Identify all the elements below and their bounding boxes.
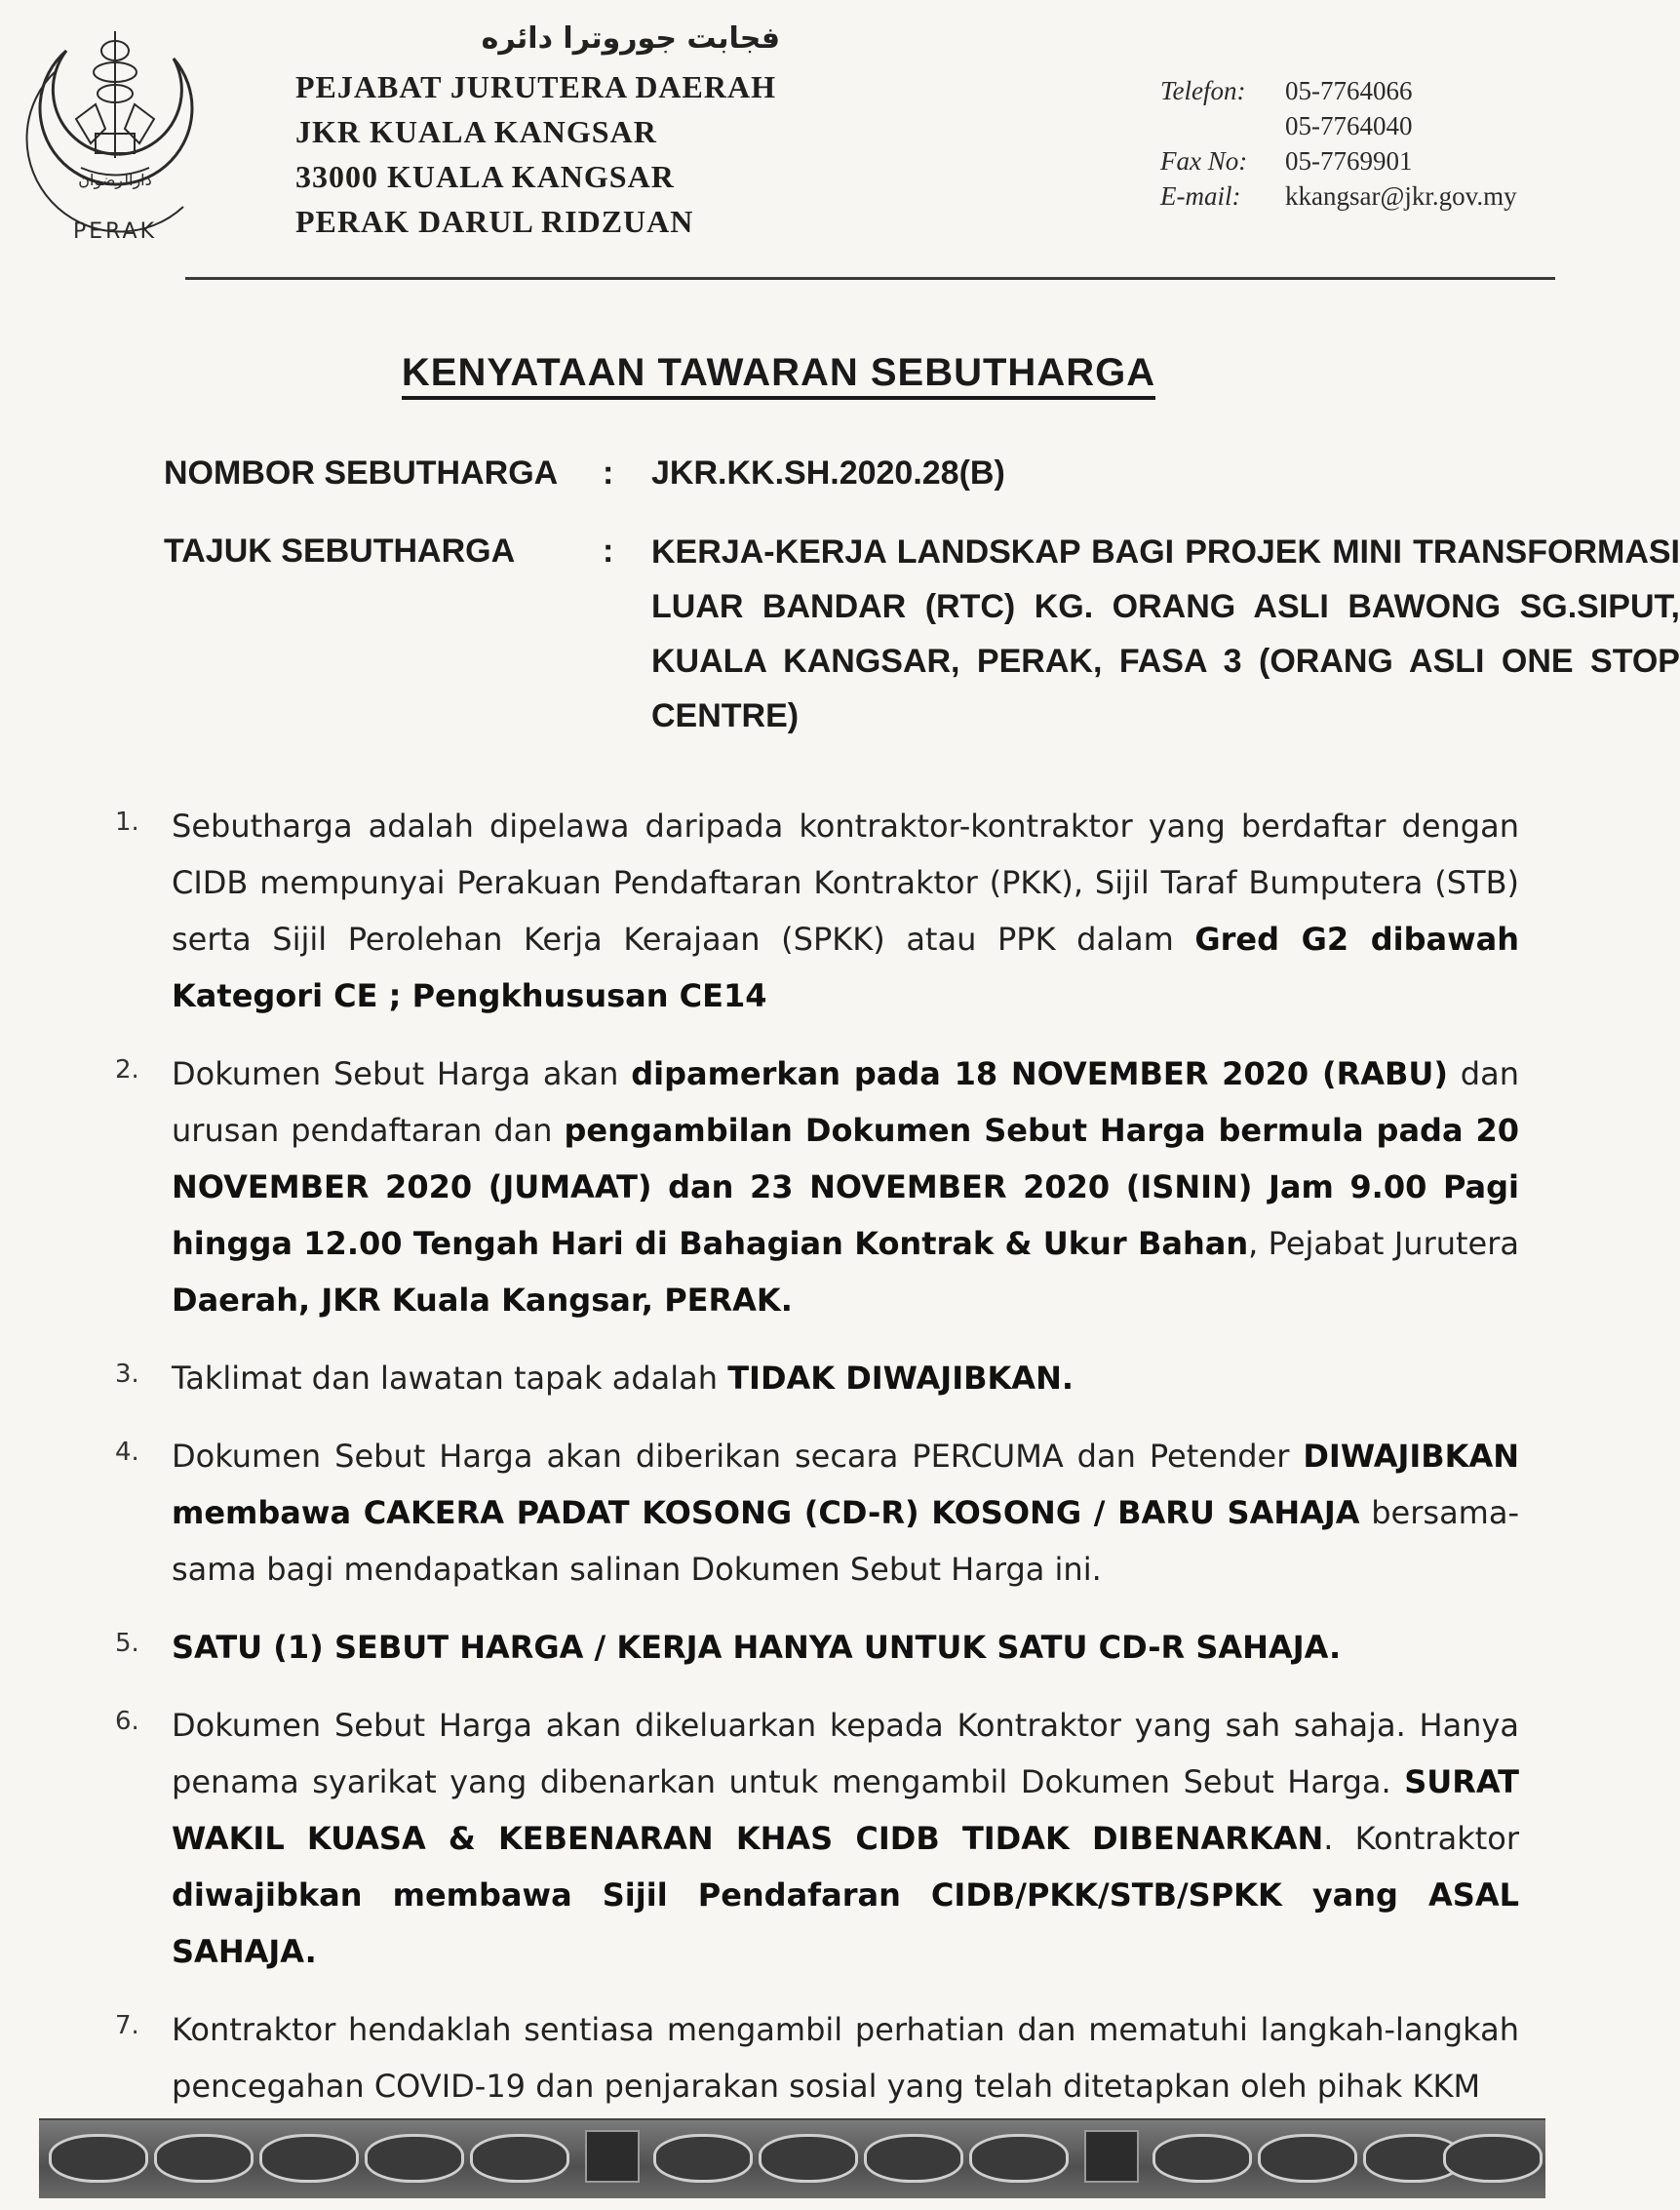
cert-logo-icon: [154, 2134, 254, 2183]
cert-logo-icon: [1258, 2134, 1357, 2183]
body-text: Taklimat dan lawatan tapak adalah: [172, 1360, 728, 1397]
body-text: Sebutharga adalah dipelawa daripada kontraktor-kontraktor yang berdaftar dengan CIDB mempunyai Perakuan Pendaftaran Kontraktor (PKK), Sijil Taraf Bumputera (STB) serta Sijil Perolehan Kerja Kerajaan (SPKK) atau PPK dalam: [172, 808, 1519, 958]
condition-number: 1.: [115, 808, 139, 837]
office-line-3: 33000 KUALA KANGSAR: [295, 159, 675, 194]
cert-logo-icon: [969, 2134, 1069, 2183]
condition-item: [115, 1619, 1519, 1676]
nombor-label: NOMBOR SEBUTHARGA: [164, 454, 559, 492]
nombor-colon: :: [603, 454, 614, 492]
emphasis-text: SURAT WAKIL KUASA & KEBENARAN KHAS CIDB TIDAK DIBENARKAN: [172, 1763, 1519, 1857]
body-text: bersama-sama bagi mendapatkan salinan Dokumen Sebut Harga ini.: [172, 1494, 1520, 1588]
conditions-list: [115, 798, 1519, 2136]
condition-item: [115, 1697, 1519, 1980]
condition-number: 3.: [115, 1360, 139, 1389]
body-text: Dokumen Sebut Harga akan diberikan secara PERCUMA dan Petender: [172, 1438, 1304, 1475]
telefon-label: Telefon:: [1160, 76, 1246, 105]
cert-logo-icon: [470, 2134, 569, 2183]
office-line-1: PEJABAT JURUTERA DAERAH: [295, 69, 776, 104]
body-text: . Kontraktor: [1323, 1820, 1519, 1857]
office-address: [295, 64, 776, 244]
telefon-1: 05-7764066: [1285, 76, 1413, 105]
tajuk-value: KERJA-KERJA LANDSKAP BAGI PROJEK MINI TRANSFORMASI LUAR BANDAR (RTC) KG. ORANG ASLI BAWONG SG.SIPUT, KUALA KANGSAR, PERAK, FASA 3 (ORANG ASLI ONE STOP CENTRE): [651, 533, 1680, 734]
tajuk-label: TAJUK SEBUTHARGA: [164, 533, 516, 570]
fax-label: Fax No:: [1160, 146, 1248, 176]
condition-item: [115, 1350, 1519, 1406]
header-divider: [185, 277, 1555, 280]
title-text: KENYATAAN TAWARAN SEBUTHARGA: [402, 351, 1155, 400]
condition-text: [172, 2001, 1519, 2114]
emphasis-text: Gred G2 dibawah Kategori CE ; Pengkhususan CE14: [172, 921, 1520, 1014]
cert-logo-icon: [1153, 2134, 1252, 2183]
fax-number: 05-7769901: [1285, 146, 1413, 176]
condition-number: 2.: [115, 1055, 139, 1085]
body-text: Kontraktor hendaklah sentiasa mengambil perhatian dan mematuhi langkah-langkah pencegahan COVID-19 dan penjarakan sosial yang telah ditetapkan oleh pihak KKM: [172, 2011, 1519, 2105]
email-address: kkangsar@jkr.gov.my: [1285, 181, 1517, 211]
condition-item: [115, 1428, 1519, 1598]
body-text: dan urusan pendaftaran dan: [172, 1055, 1520, 1149]
cert-logo-icon: [653, 2134, 753, 2183]
condition-text: [172, 1697, 1519, 1980]
condition-number: 4.: [115, 1438, 139, 1467]
emphasis-text: DIWAJIBKAN membawa CAKERA PADAT KOSONG (CD-R) KOSONG / BARU SAHAJA: [172, 1438, 1519, 1531]
page-title: [0, 351, 1557, 395]
crest-arabic: دارالرضوان: [78, 171, 152, 189]
condition-item: [115, 798, 1519, 1024]
cert-logo-icon: [1443, 2134, 1543, 2183]
cert-logo-icon: [864, 2134, 963, 2183]
body-text: Dokumen Sebut Harga akan dikeluarkan kepada Kontraktor yang sah sahaja. Hanya penama syarikat yang dibenarkan untuk mengambil Dokumen Sebut Harga.: [172, 1707, 1519, 1800]
office-name-arabic: فجابت جوروترا دائره: [481, 21, 780, 56]
cert-mark-icon: [1084, 2130, 1139, 2183]
emphasis-text: SATU (1) SEBUT HARGA / KERJA HANYA UNTUK SATU CD-R SAHAJA.: [172, 1629, 1342, 1666]
condition-text: [172, 1350, 1519, 1406]
emphasis-text: TIDAK DIWAJIBKAN.: [727, 1360, 1074, 1397]
cert-logo-icon: [49, 2134, 148, 2183]
condition-number: 6.: [115, 1707, 139, 1736]
nombor-value: JKR.KK.SH.2020.28(B): [651, 454, 1005, 492]
cert-logo-icon: [759, 2134, 858, 2183]
email-label: E-mail:: [1160, 181, 1241, 211]
condition-text: [172, 1046, 1519, 1328]
cert-logo-icon: [259, 2134, 359, 2183]
office-line-4: PERAK DARUL RIDZUAN: [295, 204, 694, 239]
condition-number: 7.: [115, 2011, 139, 2040]
condition-item: [115, 2001, 1519, 2114]
condition-item: [115, 1046, 1519, 1328]
body-text: , Pejabat Jurutera: [1248, 1225, 1520, 1262]
emphasis-text: diwajibkan membawa Sijil Pendafaran CIDB/PKK/STB/SPKK yang ASAL SAHAJA.: [172, 1876, 1519, 1970]
crest-label: PERAK: [72, 219, 158, 244]
condition-text: [172, 1428, 1519, 1598]
condition-text: [172, 798, 1519, 1024]
body-text: Dokumen Sebut Harga akan: [172, 1055, 632, 1092]
telefon-2: 05-7764040: [1285, 111, 1413, 140]
condition-number: 5.: [115, 1629, 139, 1658]
cert-logo-icon: [365, 2134, 464, 2183]
condition-text: [172, 1619, 1519, 1676]
cert-mark-icon: [585, 2130, 640, 2183]
perak-crest-icon: [27, 12, 203, 246]
office-line-2: JKR KUALA KANGSAR: [295, 114, 657, 149]
certification-banner: [39, 2118, 1545, 2198]
emphasis-text: Daerah, JKR Kuala Kangsar, PERAK.: [172, 1282, 793, 1319]
tajuk-colon: :: [603, 533, 614, 570]
contact-block: [1160, 76, 1517, 217]
emphasis-text: pengambilan Dokumen Sebut Harga bermula pada 20 NOVEMBER 2020 (JUMAAT) dan 23 NOVEMBER 2020 (ISNIN) Jam 9.00 Pagi hingga 12.00 Tengah Hari di Bahagian Kontrak & Ukur Bahan: [172, 1112, 1520, 1262]
emphasis-text: dipamerkan pada 18 NOVEMBER 2020 (RABU): [631, 1055, 1448, 1092]
